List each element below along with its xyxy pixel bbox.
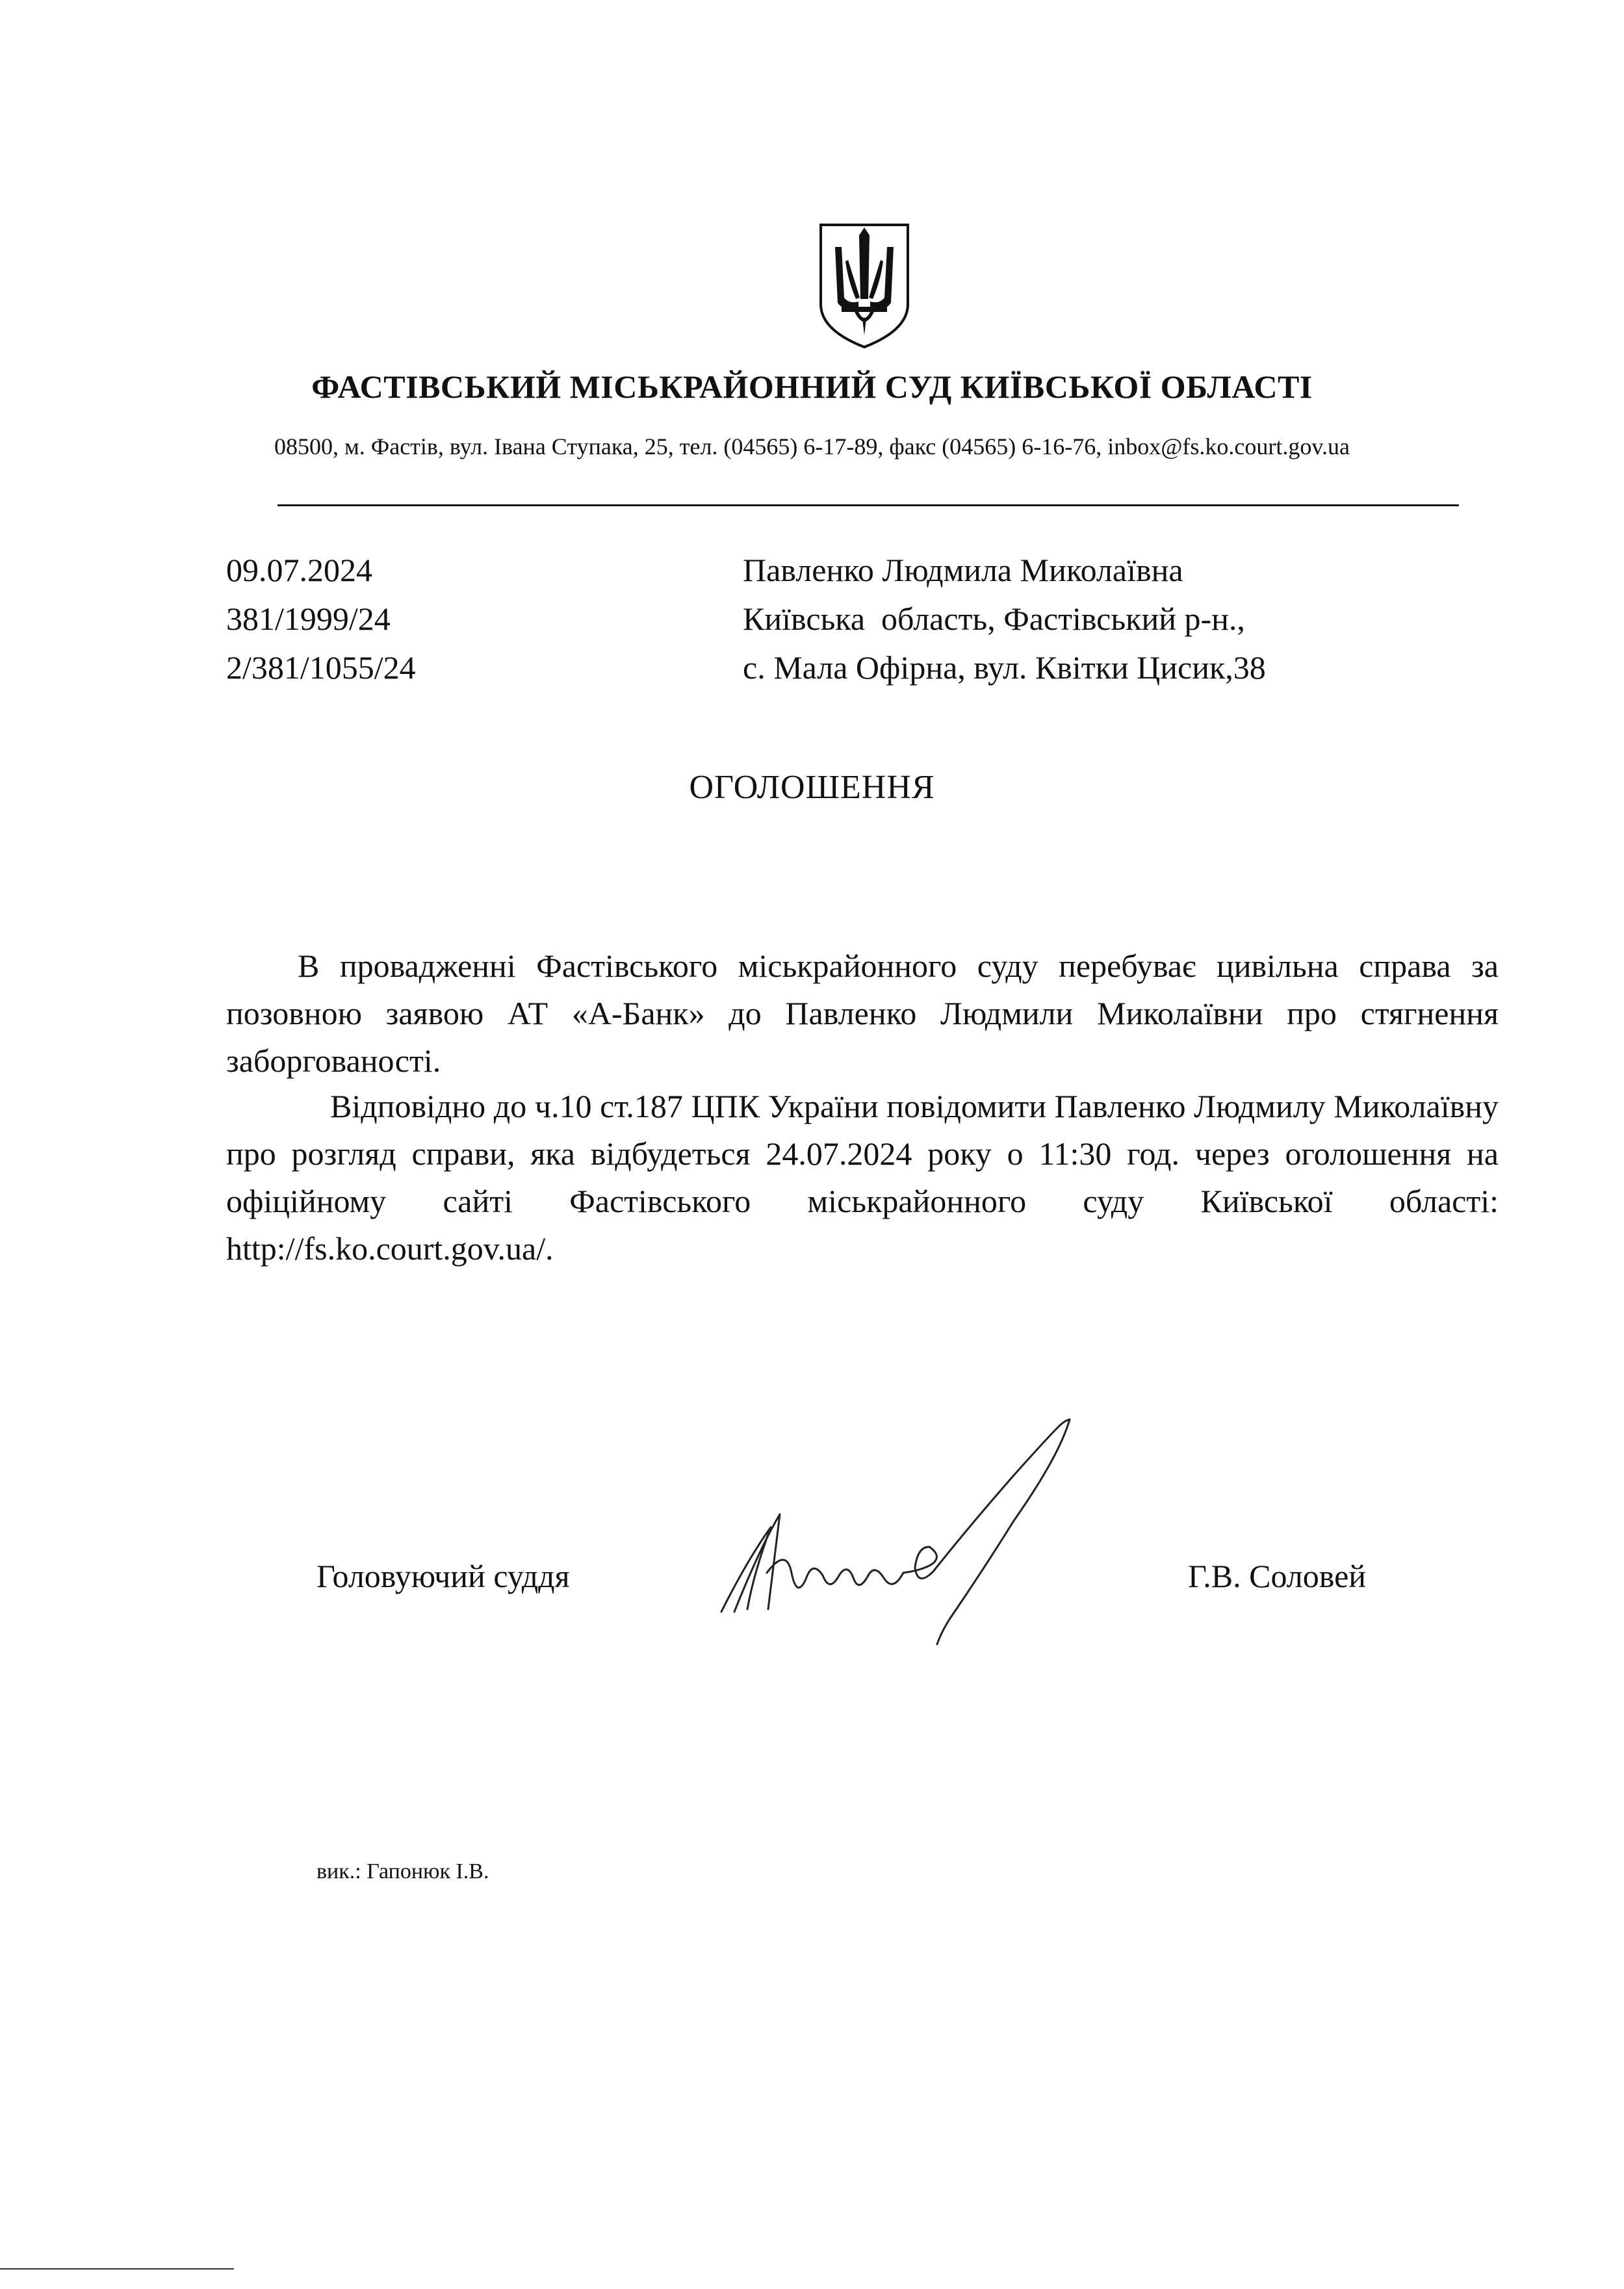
body-paragraph-1: В провадженні Фастівського міськрайонного суду перебуває цивільна справа за позовною заявою АТ «А-Банк» до Павленко Людмили Миколаївни про стягнення заборгованості. <box>226 948 1499 1079</box>
court-name-heading: ФАСТІВСЬКИЙ МІСЬКРАЙОННИЙ СУД КИЇВСЬКОЇ ОБЛАСТІ <box>311 369 1313 405</box>
document-title: ОГОЛОШЕННЯ <box>689 769 935 806</box>
coat-of-arms-icon <box>816 221 913 351</box>
recipient-name: Павленко Людмила Миколаївна <box>743 552 1183 588</box>
case-number: 381/1999/24 <box>226 601 391 637</box>
recipient-address-line2: с. Мала Офірна, вул. Квітки Цисик,38 <box>743 649 1266 686</box>
header-divider <box>277 504 1459 506</box>
document-meta <box>226 546 416 692</box>
body-paragraph-2: Відповідно до ч.10 ст.187 ЦПК України повідомити Павленко Людмилу Миколаївну про розгляд справи, яка відбудеться 24.07.2024 року о 11:30 год. через оголошення на офіційному сайті Фастівського міськрайонного суду Київської області: http://fs.ko.court.gov.ua/. <box>226 1088 1499 1267</box>
judge-title: Головуючий суддя <box>316 1558 570 1594</box>
judge-name: Г.В. Соловей <box>1188 1558 1367 1594</box>
recipient-block <box>743 546 1266 692</box>
recipient-address-line1: Київська область, Фастівський р-н., <box>743 601 1245 637</box>
document-date: 09.07.2024 <box>226 552 372 588</box>
court-contacts: 08500, м. Фастів, вул. Івана Ступака, 25, тел. (04565) 6-17-89, факс (04565) 6-16-76, inbox@fs.ko.court.gov.ua <box>274 433 1350 459</box>
proceeding-number: 2/381/1055/24 <box>226 649 416 686</box>
executor-note: вик.: Гапонюк І.В. <box>316 1859 489 1883</box>
handwritten-signature <box>708 1417 1098 1651</box>
footer-divider <box>0 2268 234 2270</box>
